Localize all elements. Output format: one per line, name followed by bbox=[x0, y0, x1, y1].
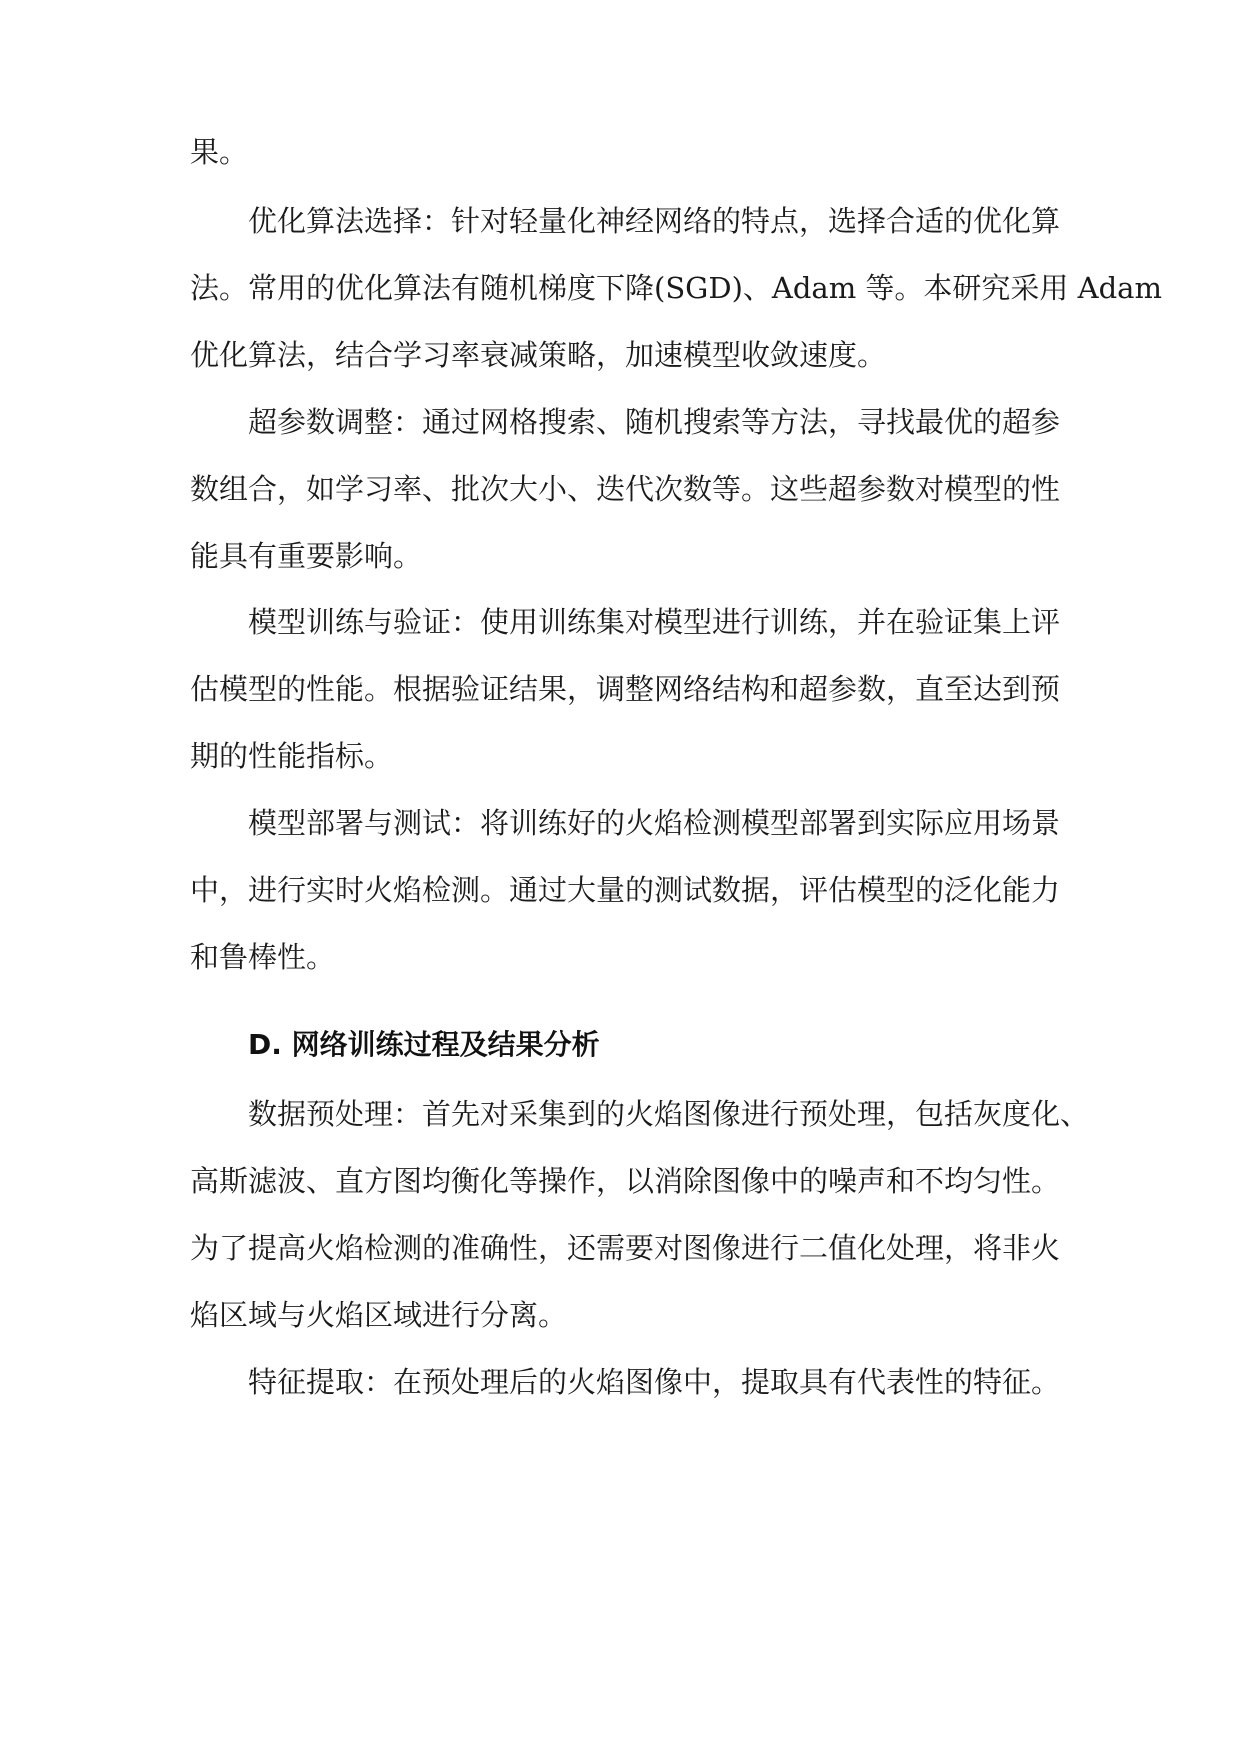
paragraph-line: 果。 bbox=[190, 135, 249, 169]
paragraph-line: 估模型的性能。根据验证结果，调整网络结构和超参数，直至达到预 bbox=[190, 672, 1061, 706]
paragraph-line: 特征提取：在预处理后的火焰图像中，提取具有代表性的特征。 bbox=[248, 1365, 1061, 1399]
paragraph-line: 数据预处理：首先对采集到的火焰图像进行预处理，包括灰度化、 bbox=[248, 1097, 1090, 1131]
paragraph-line: 焰区域与火焰区域进行分离。 bbox=[190, 1298, 568, 1332]
paragraph-line: 和鲁棒性。 bbox=[190, 940, 336, 974]
paragraph-line: 优化算法选择：针对轻量化神经网络的特点，选择合适的优化算 bbox=[248, 204, 1061, 238]
paragraph-line: 能具有重要影响。 bbox=[190, 539, 423, 573]
paragraph-line: 高斯滤波、直方图均衡化等操作，以消除图像中的噪声和不均匀性。 bbox=[190, 1164, 1061, 1198]
paragraph-line: 法。常用的优化算法有随机梯度下降(SGD)、Adam 等。本研究采用 Adam bbox=[190, 271, 1162, 305]
paragraph-line: 为了提高火焰检测的准确性，还需要对图像进行二值化处理，将非火 bbox=[190, 1231, 1061, 1265]
paragraph-line: 模型部署与测试：将训练好的火焰检测模型部署到实际应用场景 bbox=[248, 806, 1061, 840]
paragraph-line: 中，进行实时火焰检测。通过大量的测试数据，评估模型的泛化能力 bbox=[190, 873, 1061, 907]
paragraph-line: 期的性能指标。 bbox=[190, 739, 394, 773]
paragraph-line: 超参数调整：通过网格搜索、随机搜索等方法，寻找最优的超参 bbox=[248, 405, 1061, 439]
paragraph-line: 数组合，如学习率、批次大小、迭代次数等。这些超参数对模型的性 bbox=[190, 472, 1061, 506]
paragraph-line: 优化算法，结合学习率衰减策略，加速模型收敛速度。 bbox=[190, 338, 887, 372]
paragraph-line: 模型训练与验证：使用训练集对模型进行训练，并在验证集上评 bbox=[248, 605, 1061, 639]
section-heading: D. 网络训练过程及结果分析 bbox=[248, 1028, 600, 1061]
